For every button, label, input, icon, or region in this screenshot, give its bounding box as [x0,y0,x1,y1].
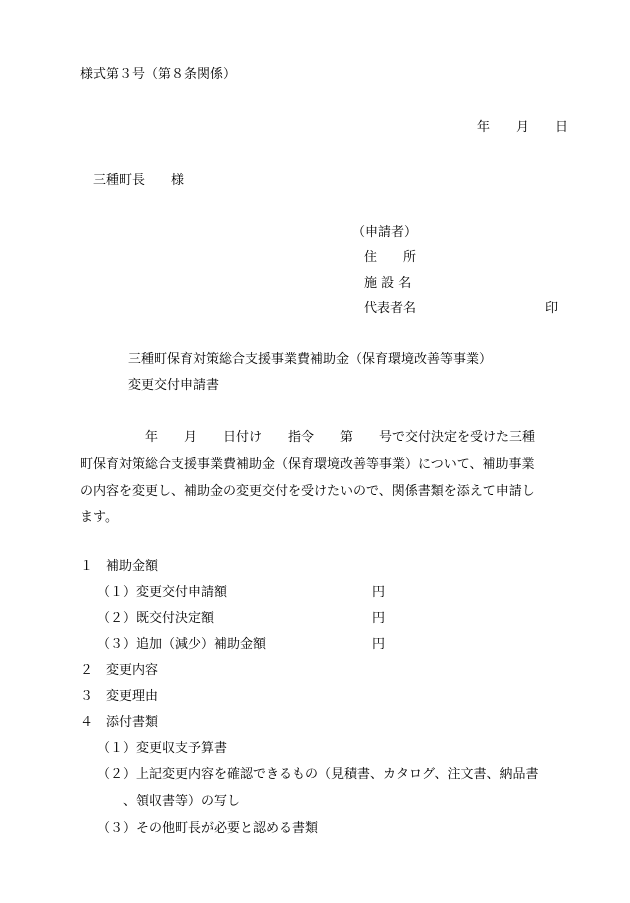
yen-unit-3: 円 [372,637,386,652]
yen-unit-1: 円 [372,585,386,600]
section-1-item-2: （２）既交付決定額 [97,611,215,626]
body-line-4: ます。 [80,510,118,525]
date-line: 年 月 日 [476,120,568,135]
section-4-heading: ４ 添付書類 [80,715,159,730]
section-4-item-3: （３）その他町長が必要と認める書類 [97,821,319,836]
section-3-heading: ３ 変更理由 [80,689,159,704]
applicant-facility-label: 施 設 名 [364,276,412,291]
section-1-item-1: （１）変更交付申請額 [97,585,228,600]
body-line-2: 町保育対策総合支援事業費補助金（保育環境改善等事業）について、補助事業 [80,457,535,472]
document-title-line-1: 三種町保育対策総合支援事業費補助金（保育環境改善等事業） [128,352,493,367]
document-title-line-2: 変更交付申請書 [128,378,220,393]
seal-mark: 印 [545,301,559,316]
body-line-3: の内容を変更し、補助金の変更交付を受けたいので、関係書類を添えて申請し [80,484,535,499]
section-1-heading: １ 補助金額 [80,559,159,574]
applicant-label: （申請者） [352,225,418,240]
form-number: 様式第３号（第８条関係） [80,67,237,82]
applicant-address-label: 住 所 [364,250,417,265]
section-2-heading: ２ 変更内容 [80,663,159,678]
section-4-item-2-continued: 、領収書等）の写し [97,794,241,809]
section-4-item-1: （１）変更収支予算書 [97,741,228,756]
section-1-item-3: （３）追加（減少）補助金額 [97,637,267,652]
yen-unit-2: 円 [372,611,386,626]
section-4-item-2: （２）上記変更内容を確認できるもの（見積書、カタログ、注文書、納品書 [97,767,539,782]
applicant-representative-label: 代表者名 [364,301,417,316]
body-line-1: 年 月 日付け 指令 第 号で交付決定を受けた三種 [80,430,536,445]
addressee: 三種町長 様 [93,173,185,188]
